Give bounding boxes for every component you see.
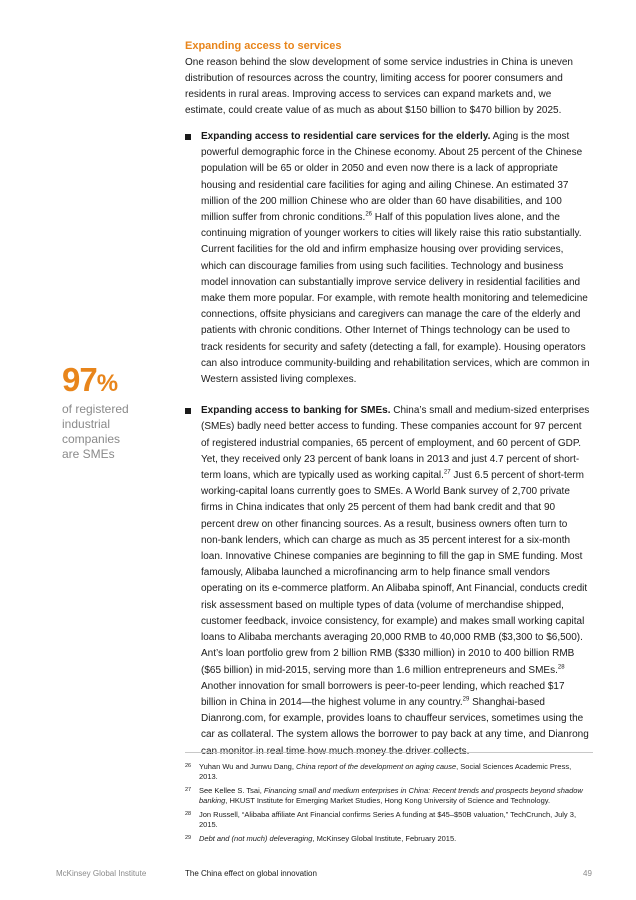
footnote-list [185,762,585,848]
footnote-item [185,762,585,782]
footnote-number: 29 [185,835,192,841]
footer-report-title: The China effect on global innovation [185,869,317,878]
bullet-text: Another innovation for small borrowers is peer-to-peer lending, which reached $17 billion in China in 2014—the highest volume in any country. [201,680,565,708]
bullet-item-sme-banking [185,403,590,759]
bullet-text: China’s small and medium-sized enterprises (SMEs) badly need better access to funding. These companies account for 97 percent of registered industrial companies, 65 percent of employment, and 60 percent of GDP. Yet, they received only 23 percent of bank loans in 2013 and just 4.7 percent of short-term loans, which are typically used as working capital. [201,405,590,482]
square-bullet-icon [185,134,191,140]
footnote-ref: 29 [462,696,470,703]
footnote-text: Jon Russell, “Alibaba affiliate Ant Financial confirms Series A funding at $45–$50B valuation,” TechCrunch, July 3, 2015. [199,810,577,829]
square-bullet-icon [185,408,191,414]
bullet-lead: Expanding access to residential care services for the elderly. [201,131,491,142]
footer-publisher: McKinsey Global Institute [56,869,147,878]
footnote-title: Financing small and medium enterprises in China: Recent trends and prospects beyond shadow banking [199,786,583,805]
bullet-lead: Expanding access to banking for SMEs. [201,405,391,417]
footnote-ref: 27 [443,469,451,476]
footnote-text: , Social Sciences Academic Press, 2013. [199,762,572,781]
bullet-text: Shanghai-based Dianrong.com, for example, provides loans to chauffeur services, sometimes using the car as collateral. The system allows the borrower to pay back at any time, and Dianrong can monitor in real time how much money the driver collects. [201,696,589,757]
footnote-text: Yuhan Wu and Junwu Dang, [199,762,297,771]
footnote-number: 27 [185,787,192,793]
intro-paragraph: One reason behind the slow development of some service industries in China is uneven distribution of resources across the country, limiting access for poorer consumers and residents in rural areas. Improving access to services can expand markets and, we estimate, could create value of as much as about $150 billion to $470 billion by 2025. [185,57,573,116]
stat-number: 97 [62,361,97,398]
footnote-text: , HKUST Institute for Emerging Market Studies, Hong Kong University of Science and Technology. [225,796,551,805]
footnote-title: China report of the development on aging cause [296,762,457,771]
bullet-text: Just 6.5 percent of short-term working-capital loans currently goes to SMEs. A World Bank survey of 2,700 private firms in China indicates that only 25 percent of them had bank credit and that 90 percent drew on other financing sources. As a result, business owners often turn to non-bank lenders, which can charge as much as 35 percent interest for a six-month loan. Innovative Chinese companies are beginning to fill the gap in SME funding. Most famously, Alibaba launched a microfinancing arm to help finance small vendors operating on its e-commerce platform. An Alibaba spinoff, Ant Financial, conducts credit risk assessment based on multiple types of data (volume of merchandise shipped, customer feedback, invoice consistency, for example) and makes small working capital loans to Alibaba merchants averaging 20,000 RMB to 40,000 RMB ($3,300 to $6,500). Ant’s loan portfolio grew from 2 billion RMB ($330 million) in 2010 to 400 billion RMB ($65 billion) in mid-2015, serving more than 1.6 million entrepreneurs and SMEs. [201,470,588,676]
bullet-text: Aging is the most powerful demographic force in the Chinese economy. About 25 percent of the Chinese population will be 65 or older in 2050 and even now there is a lack of appropriate housing and residential care facilities for aging and ailing Chinese. An estimated 37 million of the 200 million Chinese who are older than 60 have disabilities, and 100 million suffer from chronic conditions. [201,131,583,224]
stat-caption: of registered industrial companies are SMEs [62,402,129,461]
stat-unit: % [96,370,118,397]
footnote-number: 26 [185,763,192,769]
section-heading: Expanding access to services [185,40,342,52]
bullet-text: Half of this population lives alone, and the continuing migration of younger workers to cities will likely raise this ratio substantially. Current facilities for the old and infirm emphasize housing over providing services, which can discourage families from using such facilities. Technology and business model innovation can substantially improve service delivery in residential facilities and make them more popular. For example, with remote health monitoring and telemedicine connections, offsite physicians and caregivers can manage the care of the elderly and patients with chronic conditions. Other Internet of Things technology can be used to track residents for security and safety (detecting a fall, for example). Housing operators can also introduce community-building and rehabilitation services, which are common in Western assisted living complexes. [201,212,590,386]
bullet-list [185,129,590,760]
footnote-text: See Kellee S. Tsai, [199,786,264,795]
footnote-number: 28 [185,811,192,817]
footnote-divider [185,752,593,753]
footnote-item [185,786,585,806]
bullet-item-elderly-care [185,129,590,388]
footnote-title: Debt and (not much) deleveraging [199,834,313,843]
stat-callout [62,362,172,462]
footnote-item [185,834,585,844]
page-number: 49 [583,869,592,878]
footnote-ref: 28 [557,664,565,671]
footnote-ref: 26 [365,211,373,218]
footnote-item [185,810,585,830]
stat-value [62,362,172,402]
footnote-text: , McKinsey Global Institute, February 2015. [312,834,457,843]
